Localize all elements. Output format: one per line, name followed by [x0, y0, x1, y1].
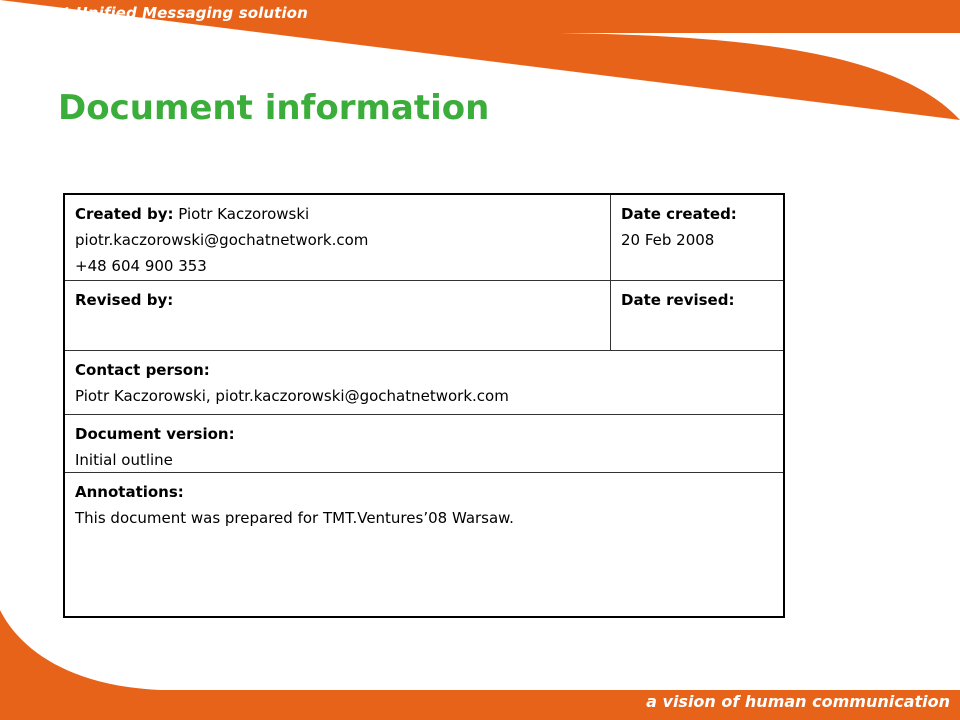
created-by-label: Created by: [75, 205, 174, 223]
contact-person-value: Piotr Kaczorowski, piotr.kaczorowski@gochatnetwork.com [75, 387, 509, 405]
header-solution-name: GoChat Unified Messaging solution [8, 4, 308, 22]
table-row [65, 415, 783, 473]
document-version-label: Document version: [75, 425, 235, 443]
date-created-cell [610, 195, 783, 280]
revised-by-label: Revised by: [75, 291, 174, 309]
table-row [65, 473, 783, 616]
date-created-value: 20 Feb 2008 [621, 231, 715, 249]
page-title: Document information [58, 88, 490, 128]
created-by-email: piotr.kaczorowski@gochatnetwork.com [75, 231, 369, 249]
table-row [65, 195, 783, 281]
document-version-cell [65, 415, 783, 472]
created-by-name: Piotr Kaczorowski [173, 205, 310, 223]
contact-person-cell [65, 351, 783, 414]
document-info-table [63, 193, 785, 618]
created-by-cell [65, 195, 610, 280]
annotations-cell [65, 473, 783, 616]
table-row [65, 281, 783, 351]
footer-tagline: a vision of human communication [646, 692, 950, 711]
date-revised-cell [610, 281, 783, 350]
annotations-label: Annotations: [75, 483, 184, 501]
date-revised-label: Date revised: [621, 291, 735, 309]
annotations-value: This document was prepared for TMT.Ventures’08 Warsaw. [75, 509, 514, 527]
created-by-phone: +48 604 900 353 [75, 257, 207, 275]
contact-person-label: Contact person: [75, 361, 210, 379]
revised-by-cell [65, 281, 610, 350]
table-row [65, 351, 783, 415]
document-version-value: Initial outline [75, 451, 173, 469]
date-created-label: Date created: [621, 205, 737, 223]
